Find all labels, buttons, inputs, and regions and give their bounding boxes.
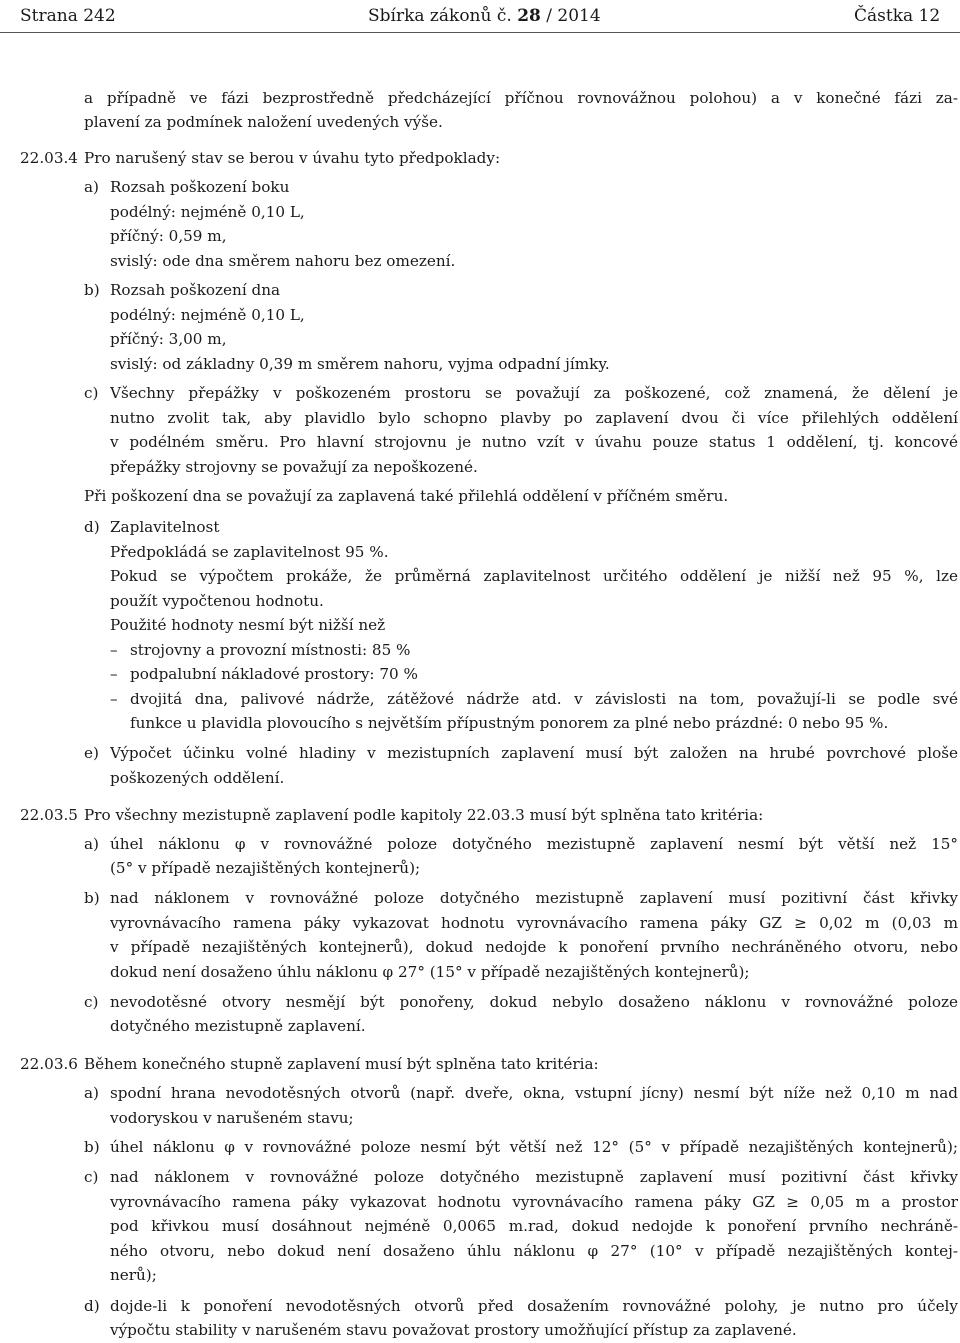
text-line: svislý: ode dna směrem nahoru bez omezení. (110, 252, 456, 270)
list-dash: – (110, 641, 118, 659)
text-line: vyrovnávacího ramena páky vykazovat hodnotu vyrovnávacího ramena páky GZ ≥ 0,02 m (0,03 m (110, 914, 958, 932)
collection-year: / 2014 (540, 6, 601, 26)
item-label: d) (84, 1297, 100, 1315)
list-dash: – (110, 690, 118, 708)
text-line: v případě nezajištěných kontejnerů), dokud nedojde k ponoření prvního nechráněného otvoru, nebo (110, 938, 958, 956)
collection-prefix: Sbírka zákonů č. (368, 6, 518, 26)
list-item: podpalubní nákladové prostory: 70 % (130, 665, 418, 683)
text-line: Použité hodnoty nesmí být nižší než (110, 616, 386, 634)
text-line: podélný: nejméně 0,10 L, (110, 203, 305, 221)
text-line: a případně ve fázi bezprostředně předcházející příčnou rovnovážnou polohou) a v konečné fázi za- (84, 89, 958, 107)
section-number: 22.03.4 (20, 149, 78, 167)
list-item: dvojitá dna, palivové nádrže, zátěžové nádrže atd. v závislosti na tom, považují-li se podle své (130, 690, 958, 708)
text-line: plavení za podmínek naložení uvedených výše. (84, 113, 443, 131)
text-line: pod křivkou musí dosáhnout nejméně 0,0065 m.rad, dokud nedojde k ponoření prvního nechráně- (110, 1217, 958, 1235)
item-label: c) (84, 993, 99, 1011)
text-line: Rozsah poškození boku (110, 178, 290, 196)
text-line: nerů); (110, 1266, 157, 1284)
text-line: (5° v případě nezajištěných kontejnerů); (110, 859, 421, 877)
item-label: a) (84, 835, 99, 853)
text-line: podélný: nejméně 0,10 L, (110, 306, 305, 324)
text-line: spodní hrana nevodotěsných otvorů (např. dveře, okna, vstupní jícny) nesmí být níže než 0,10 m nad (110, 1084, 958, 1102)
text-line: ného otvoru, nebo dokud není dosaženo úhlu náklonu φ 27° (10° v případě nezajištěných kontej- (110, 1242, 958, 1260)
paragraph: Při poškození dna se považují za zaplavená také přilehlá oddělení v příčném směru. (84, 487, 729, 505)
header-divider (0, 32, 960, 33)
collection-title (368, 6, 601, 26)
text-line: Všechny přepážky v poškozeném prostoru se považují za poškozené, což znamená, že dělení je (110, 384, 958, 402)
text-line: vyrovnávacího ramena páky vykazovat hodnotu vyrovnávacího ramena páky GZ ≥ 0,05 m a prostor (110, 1193, 958, 1211)
page-header (0, 0, 960, 32)
text-line: svislý: od základny 0,39 m směrem nahoru, vyjma odpadní jímky. (110, 355, 610, 373)
text-line: nutno zvolit tak, aby plavidlo bylo schopno plavby po zaplavení dvou či více přilehlých oddělení (110, 409, 958, 427)
text-line: dojde-li k ponoření nevodotěsných otvorů před dosažením rovnovážné polohy, je nutno pro účely (110, 1297, 958, 1315)
text-line: nevodotěsné otvory nesmějí být ponořeny, dokud nebylo dosaženo náklonu v rovnovážné poloze (110, 993, 958, 1011)
text-line: úhel náklonu φ v rovnovážné poloze dotyčného mezistupně zaplavení nesmí být větší než 15° (110, 835, 958, 853)
item-label: d) (84, 518, 100, 536)
text-line: výpočtu stability v narušeném stavu považovat prostory umožňující přístup za zaplavené. (110, 1321, 797, 1339)
item-label: c) (84, 1168, 99, 1186)
text-line: Pokud se výpočtem prokáže, že průměrná zaplavitelnost určitého oddělení je nižší než 95 %, lze (110, 567, 958, 585)
list-dash: – (110, 665, 118, 683)
text-line: nad náklonem v rovnovážné poloze dotyčného mezistupně zaplavení musí pozitivní část křivky (110, 889, 958, 907)
text-line: Zaplavitelnost (110, 518, 220, 536)
list-item: strojovny a provozní místnosti: 85 % (130, 641, 411, 659)
text-line: dotyčného mezistupně zaplavení. (110, 1017, 366, 1035)
text-line: nad náklonem v rovnovážné poloze dotyčného mezistupně zaplavení musí pozitivní část křivky (110, 1168, 958, 1186)
collection-number: 28 (517, 6, 541, 26)
text-line: dokud není dosaženo úhlu náklonu φ 27° (15° v případě nezajištěných kontejnerů); (110, 963, 750, 981)
item-label: b) (84, 1138, 100, 1156)
item-label: a) (84, 1084, 99, 1102)
part-number: Částka 12 (854, 6, 941, 26)
text-line: úhel náklonu φ v rovnovážné poloze nesmí být větší než 12° (5° v případě nezajištěných kontejnerů); (110, 1138, 958, 1156)
text-line: Výpočet účinku volné hladiny v mezistupních zaplavení musí být založen na hrubé povrchové ploše (110, 744, 958, 762)
text-line: vodoryskou v narušeném stavu; (110, 1109, 354, 1127)
section-number: 22.03.5 (20, 806, 78, 824)
text-line: poškozených oddělení. (110, 769, 285, 787)
text-line: Předpokládá se zaplavitelnost 95 %. (110, 543, 389, 561)
item-label: b) (84, 889, 100, 907)
text-line: v podélném směru. Pro hlavní strojovnu je nutno vzít v úvahu pouze status 1 oddělení, tj. koncové (110, 433, 958, 451)
item-label: e) (84, 744, 99, 762)
text-line: příčný: 3,00 m, (110, 330, 227, 348)
section-title: Během konečného stupně zaplavení musí být splněna tato kritéria: (84, 1055, 599, 1073)
page-number: Strana 242 (20, 6, 116, 26)
text-line: příčný: 0,59 m, (110, 227, 227, 245)
section-number: 22.03.6 (20, 1055, 78, 1073)
text-line: přepážky strojovny se považují za nepoškozené. (110, 458, 478, 476)
list-item: funkce u plavidla plovoucího s největším přípustným ponorem za plné nebo prázdné: 0 nebo 95 %. (130, 714, 889, 732)
section-title: Pro všechny mezistupně zaplavení podle kapitoly 22.03.3 musí být splněna tato kritéria: (84, 806, 764, 824)
section-title: Pro narušený stav se berou v úvahu tyto předpoklady: (84, 149, 501, 167)
item-label: b) (84, 281, 100, 299)
text-line: Rozsah poškození dna (110, 281, 281, 299)
item-label: a) (84, 178, 99, 196)
item-label: c) (84, 384, 99, 402)
text-line: použít vypočtenou hodnotu. (110, 592, 324, 610)
